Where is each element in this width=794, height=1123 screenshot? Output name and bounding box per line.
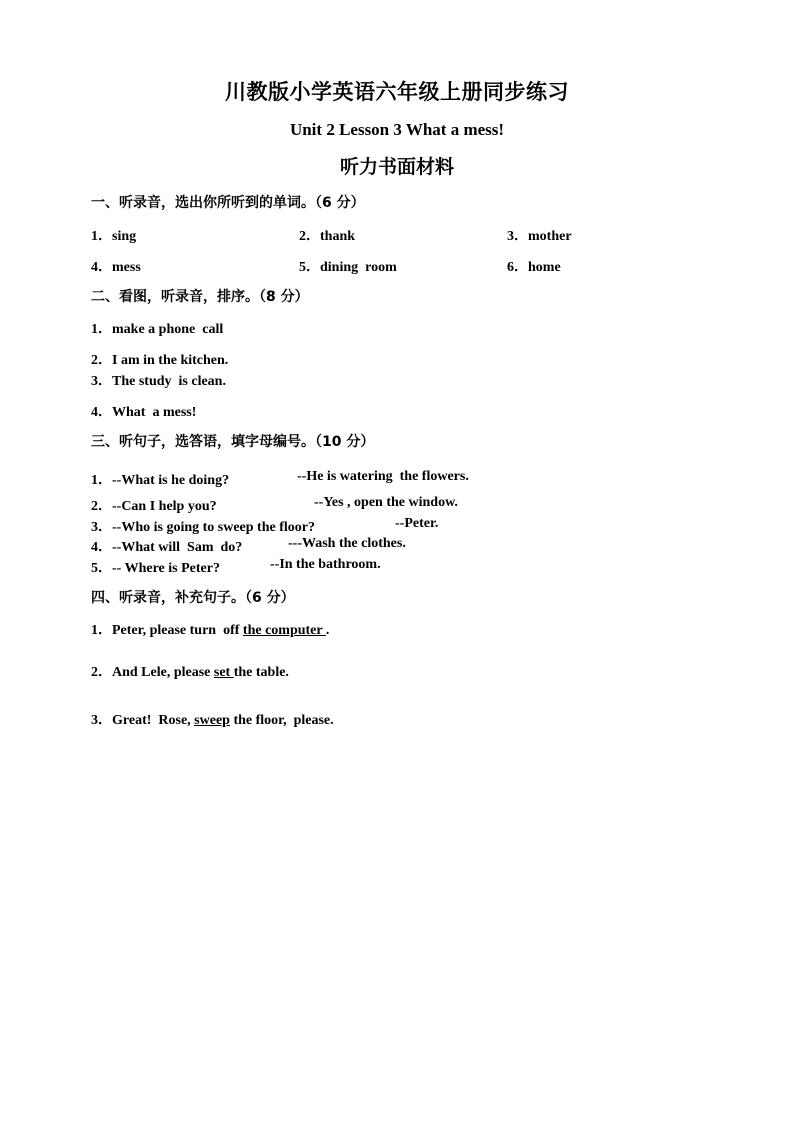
word-item: 1．sing bbox=[91, 229, 137, 244]
section-3-heading: 三、听句子，选答语，填字母编号。（10 分） bbox=[91, 434, 375, 450]
dialogue-question: 3．--Who is going to sweep the floor? bbox=[91, 520, 315, 535]
dialogue-question: 1．--What is he doing? bbox=[91, 473, 230, 488]
word-item: 6．home bbox=[507, 260, 561, 275]
dialogue-answer: --Yes , open the window. bbox=[314, 495, 458, 510]
dialogue-answer: --Peter. bbox=[395, 516, 439, 531]
section-2-heading: 二、看图，听录音，排序。（8 分） bbox=[91, 289, 309, 305]
section-1-heading: 一、听录音，选出你所听到的单词。（6 分） bbox=[91, 195, 365, 211]
phrase-item: 3．The study is clean. bbox=[91, 374, 226, 389]
phrase-item: 2．I am in the kitchen. bbox=[91, 353, 229, 368]
word-item: 3．mother bbox=[507, 229, 572, 244]
dialogue-answer: --In the bathroom. bbox=[270, 557, 381, 572]
document-title: 川教版小学英语六年级上册同步练习 bbox=[225, 80, 569, 104]
filled-answer: set bbox=[213, 665, 234, 680]
dialogue-question: 4．--What will Sam do? bbox=[91, 540, 243, 555]
word-item: 2．thank bbox=[299, 229, 356, 244]
unit-title: Unit 2 Lesson 3 What a mess! bbox=[289, 120, 505, 139]
sentence-item: 2．And Lele, please set the table. bbox=[91, 665, 289, 680]
section-4-heading: 四、听录音，补充句子。（6 分） bbox=[91, 590, 295, 606]
document-subtitle: 听力书面材料 bbox=[339, 156, 454, 178]
word-item: 4．mess bbox=[91, 260, 141, 275]
filled-answer: the computer bbox=[242, 623, 326, 638]
dialogue-answer: --He is watering the flowers. bbox=[297, 469, 469, 484]
dialogue-question: 5．-- Where is Peter? bbox=[91, 561, 220, 576]
phrase-item: 4．What a mess! bbox=[91, 405, 197, 420]
sentence-item: 1．Peter, please turn off the computer . bbox=[91, 623, 330, 638]
sentence-item: 3．Great! Rose, sweep the floor, please. bbox=[91, 713, 334, 728]
word-item: 5．dining room bbox=[299, 260, 397, 275]
phrase-item: 1．make a phone call bbox=[91, 322, 224, 337]
dialogue-question: 2．--Can I help you? bbox=[91, 499, 217, 514]
dialogue-answer: ---Wash the clothes. bbox=[288, 536, 406, 551]
filled-answer: sweep bbox=[194, 713, 230, 728]
